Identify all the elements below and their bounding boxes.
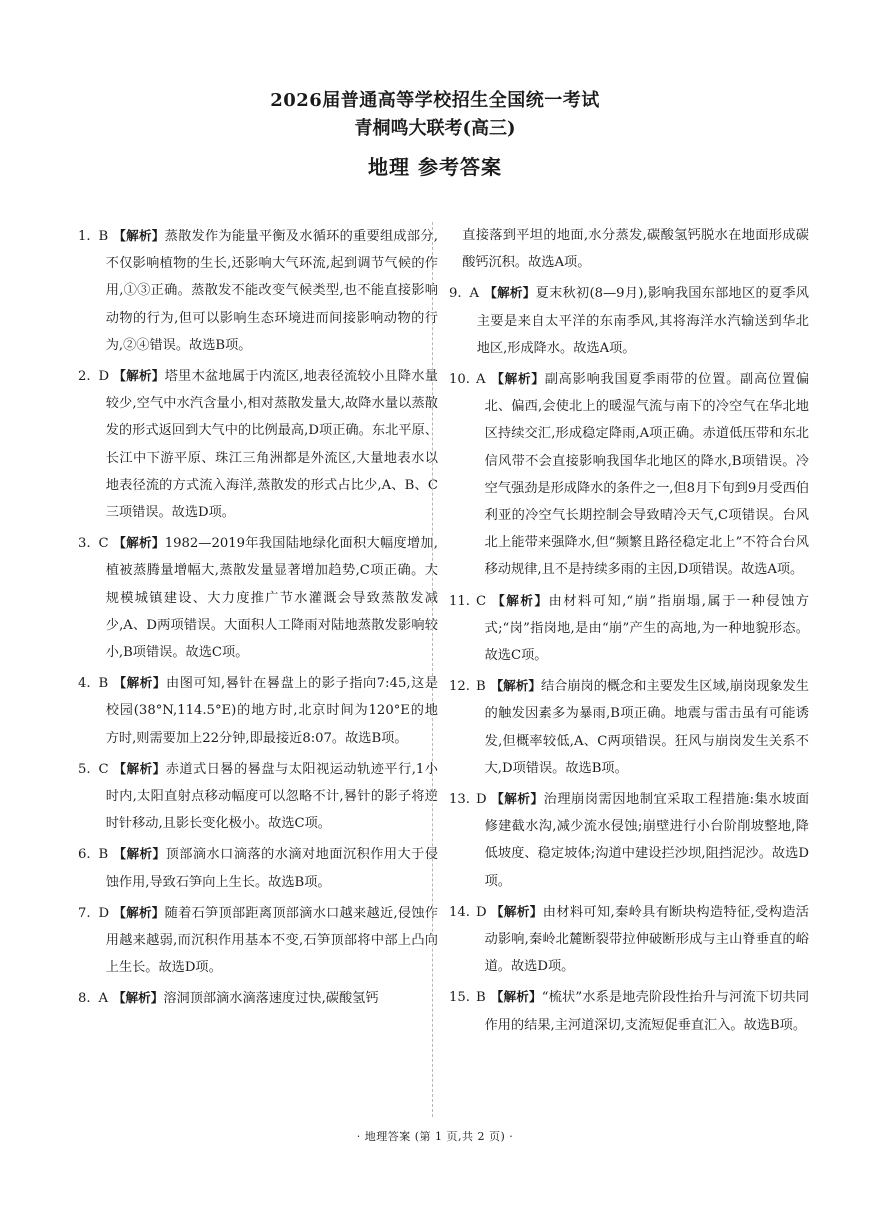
answer-item [449, 587, 809, 670]
answer-letter: C [476, 593, 487, 609]
answer-letter: B [98, 676, 109, 692]
analysis-tag: 【解析】 [490, 989, 542, 1005]
analysis-text: 结合崩岗的概念和主要发生区域,崩岗现象发生的触发因素多为暴雨,B项正确。地震与雷击虽有可能诱发,但概率较低,A、C两项错误。狂风与崩岗发生关系不大,D项错误。故选B项。 [484, 679, 809, 776]
answer-letter: C [98, 761, 109, 777]
analysis-tag: 【解析】 [112, 228, 165, 243]
question-number: 2. [78, 369, 91, 385]
question-number: 7. [78, 905, 91, 921]
question-number: 13. [449, 792, 470, 808]
answer-letter: D [476, 792, 487, 808]
analysis-text: 蒸散发作为能量平衡及水循环的重要组成部分,不仅影响植物的生长,还影响大气环流,起到调节气候的作用,①③正确。蒸散发不能改变气候类型,也不能直接影响动物的行为,但可以影响生态环境进而间接影响动物的行为,②④错误。故选B项。 [105, 229, 438, 353]
question-number: 9. [449, 286, 462, 302]
analysis-tag: 【解析】 [490, 791, 544, 807]
question-number: 5. [78, 761, 91, 777]
analysis-text: 副高影响我国夏季雨带的位置。副高位置偏北、偏西,会使北上的暖湿气流与南下的冷空气在华北地区持续交汇,形成稳定降雨,A项正确。赤道低压带和东北信风带不会直接影响我国华北地区的降水,B项错误。冷空气强劲是形成降水的条件之一,但8月下旬到9月受西伯利亚的冷空气长期控制会导致晴冷天气,C项错误。台风北上能带来强降水,但“频繁且路径稳定北上”不符合台风移动规律,且不是持续多雨的主因,D项错误。故选A项。 [484, 372, 810, 578]
answer-item [449, 983, 809, 1038]
analysis-tag: 【解析】 [112, 990, 164, 1006]
analysis-text: 随着石笋顶部距离顶部滴水口越来越近,侵蚀作用越来越弱,而沉积作用基本不变,石笋顶部将中部上凸向上生长。故选D项。 [105, 905, 438, 976]
analysis-text: 赤道式日晷的晷盘与太阳视运动轨迹平行,1小时内,太阳直射点移动幅度可以忽略不计,晷针的影子将逆时针移动,且影长变化极小。故选C项。 [105, 761, 438, 832]
analysis-tag: 【解析】 [490, 678, 541, 694]
answer-letter: A [469, 286, 479, 302]
question-number: 15. [449, 990, 470, 1006]
analysis-text: 夏末秋初(8—9月),影响我国东部地区的夏季风主要是来自太平洋的东南季风,其将海洋水汽输送到华北地区,形成降水。故选A项。 [476, 286, 809, 356]
answer-item [449, 672, 809, 782]
analysis-text: 塔里木盆地属于内流区,地表径流较小且降水量较少,空气中水汽含量小,相对蒸散发量大,故降水量以蒸散发的形式返回到大气中的比例最高,D项正确。东北平原、长江中下游平原、珠江三角洲都是外流区,大量地表水以地表径流的方式流入海洋,蒸散发的形式占比少,A、B、C三项错误。故选D项。 [105, 369, 438, 521]
analysis-text: 由材料可知,秦岭具有断块构造特征,受构造活动影响,秦岭北麓断裂带拉伸破断形成与主山脊垂直的峪道。故选D项。 [484, 904, 809, 975]
question-number: 11. [449, 593, 470, 609]
answer-letter: C [98, 536, 109, 552]
question-number: 12. [449, 679, 470, 695]
answer-letter: B [98, 847, 109, 863]
question-number: 1. [78, 229, 91, 244]
question-number: 8. [78, 991, 91, 1007]
analysis-text: 1982—2019年我国陆地绿化面积大幅度增加,植被蒸腾量增幅大,蒸散发量显著增加趋势,C项正确。大规模城镇建设、大力度推广节水灌溉会导致蒸散发减少,A、D两项错误。大面积人工降雨对陆地蒸散发影响较小,B项错误。故选C项。 [105, 536, 438, 661]
analysis-text: 顶部滴水口滴落的水滴对地面沉积作用大于侵蚀作用,导致石笋向上生长。故选B项。 [105, 847, 439, 890]
exam-subtitle: 青桐鸣大联考(高三) [354, 118, 516, 139]
column-divider [432, 222, 433, 1117]
answer-letter: D [98, 905, 110, 921]
right-column [449, 222, 809, 1042]
answer-item [78, 362, 438, 526]
analysis-tag: 【解析】 [490, 903, 543, 919]
question-number: 3. [78, 536, 91, 552]
answer-item [78, 529, 438, 666]
analysis-text: 由材料可知,“崩”指崩塌,属于一种侵蚀方式;“岗”指岗地,是由“崩”产生的高地,为一种地貌形态。故选C项。 [484, 593, 809, 664]
answer-item [78, 755, 438, 838]
answer-letter: B [476, 990, 486, 1006]
analysis-tag: 【解析】 [490, 371, 545, 387]
analysis-tag: 【解析】 [112, 760, 166, 776]
page-header [0, 88, 870, 182]
answer-letter: B [98, 229, 109, 244]
question-number: 10. [449, 372, 470, 388]
answer-letter: D [98, 369, 110, 385]
answer-item [78, 222, 438, 359]
answer-letter: A [98, 991, 108, 1007]
answer-letter: A [476, 372, 486, 388]
question-number: 6. [78, 847, 91, 863]
answer-letter: B [476, 679, 486, 695]
answer-key-title: 地理 参考答案 [368, 155, 502, 179]
question-number: 14. [449, 904, 470, 920]
exam-title: 2026届普通高等学校招生全国统一考试 [270, 90, 600, 111]
answer-item [78, 899, 438, 982]
answer-letter: D [476, 904, 487, 920]
answer-item [449, 898, 809, 981]
answer-item [449, 279, 809, 362]
analysis-tag: 【解析】 [112, 675, 167, 691]
answer-item [449, 365, 809, 584]
analysis-tag: 【解析】 [112, 535, 165, 551]
answer-item [449, 785, 809, 895]
analysis-text: 由图可知,晷针在晷盘上的影子指向7:45,这是校园(38°N,114.5°E)的地方时,北京时间为120°E的地方时,则需要加上22分钟,即最接近8:07。故选B项。 [105, 676, 439, 746]
analysis-tag: 【解析】 [483, 285, 536, 301]
analysis-text: 治理崩岗需因地制宜采取工程措施:集水坡面修建截水沟,减少流水侵蚀;崩壁进行小台阶削坡整地,降低坡度、稳定坡体;沟道中建设拦沙坝,阻挡泥沙。故选D项。 [484, 792, 810, 889]
analysis-tag: 【解析】 [112, 904, 165, 920]
answer-item [78, 840, 438, 895]
answer-continuation: 直接落到平坦的地面,水分蒸发,碳酸氢钙脱水在地面形成碳酸钙沉积。故选A项。 [462, 228, 809, 271]
analysis-tag: 【解析】 [112, 368, 165, 384]
analysis-text: “梳状”水系是地壳阶段性抬升与河流下切共同作用的结果,主河道深切,支流短促垂直汇入。故选B项。 [484, 990, 810, 1033]
question-number: 4. [78, 676, 91, 692]
answer-item [78, 669, 438, 752]
analysis-tag: 【解析】 [112, 846, 166, 862]
analysis-text: 溶洞顶部滴水滴落速度过快,碳酸氢钙 [163, 991, 379, 1007]
answer-item [78, 984, 438, 1012]
analysis-tag: 【解析】 [490, 592, 549, 608]
left-column [78, 222, 438, 1016]
page-footer: · 地理答案 (第 1 页,共 2 页) · [356, 1130, 514, 1143]
